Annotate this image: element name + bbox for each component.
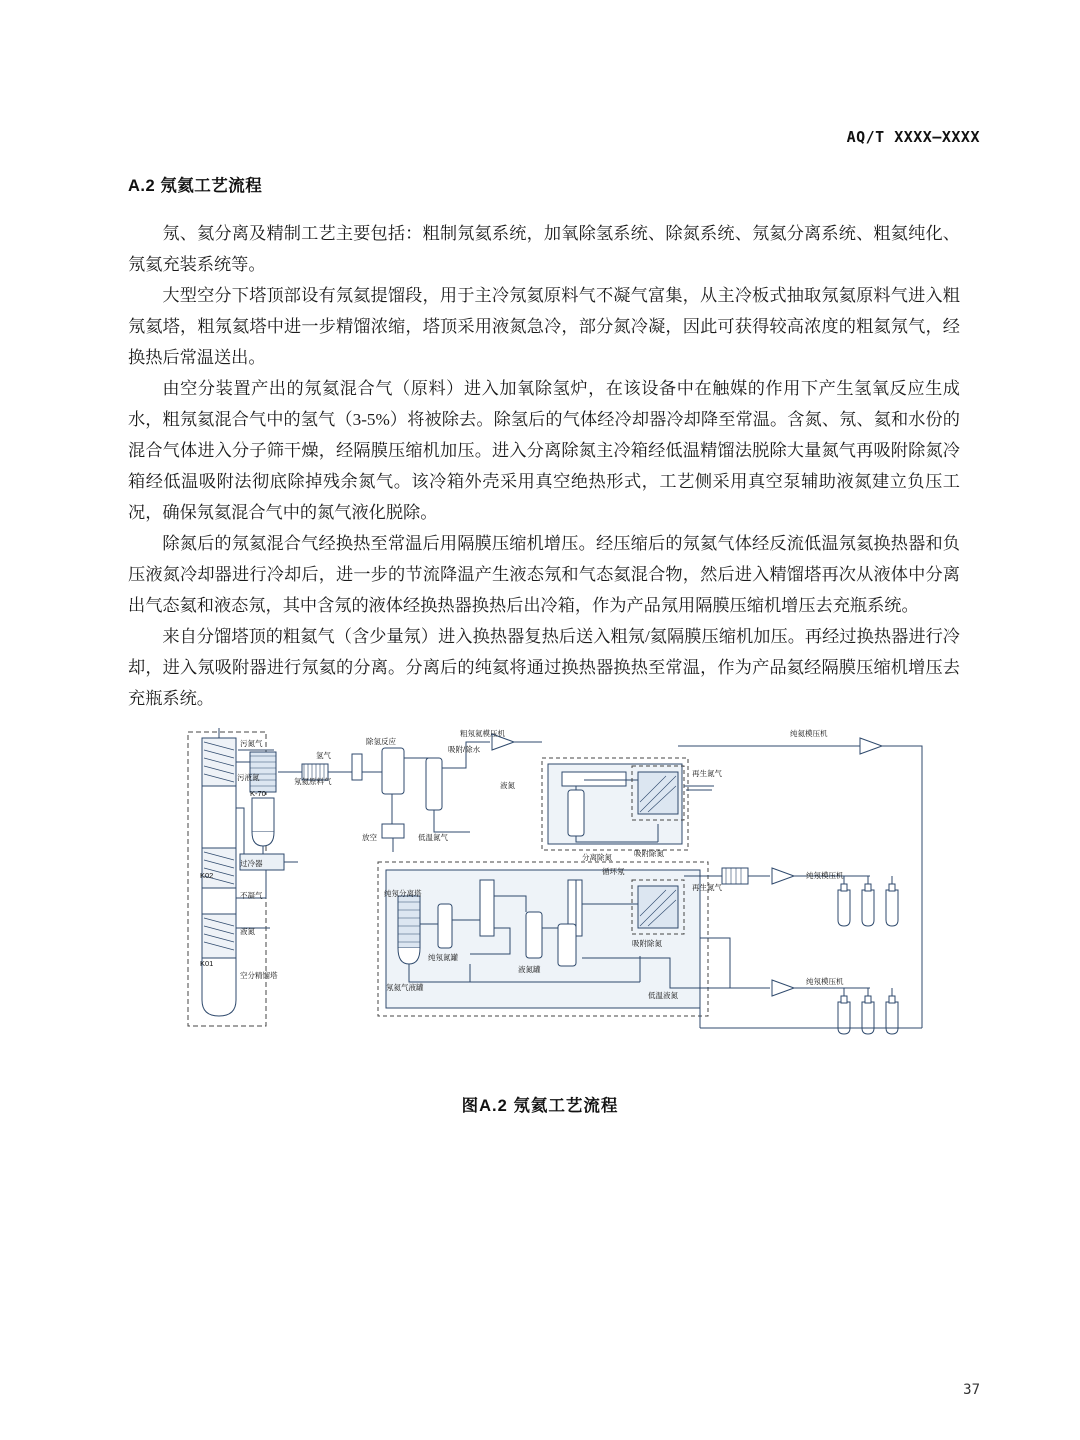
paragraph: 除氮后的氖氦混合气经换热至常温后用隔膜压缩机增压。经压缩后的氖氦气体经反流低温氖氦换热器和负压液氮冷却器进行冷却后，进一步的节流降温产生液态氖和气态氦混合物，然后进入精馏塔再次从液体中分离出气态氦和液态氖，其中含氖的液体经换热器换热后出冷箱，作为产品氖用隔膜压缩机增压去充瓶系统。 — [128, 534, 960, 615]
label-pure-neon-compressor-right: 纯氖模压机 — [806, 871, 844, 880]
label-pure-neon-separation-column: 纯氖分离塔 — [384, 889, 422, 898]
section-heading: A.2 氖氦工艺流程 — [128, 177, 263, 195]
label-low-temp-nitrogen-2: 低温液氮 — [648, 991, 678, 1000]
label-regen-nitrogen-1: 再生氮气 — [692, 769, 722, 778]
process-flow-diagram — [170, 728, 930, 1048]
paragraph: 由空分装置产出的氖氦混合气（原料）进入加氧除氢炉，在该设备中在触媒的作用下产生氢氧反应生成水，粗氖氦混合气中的氢气（3-5%）将被除去。除氢后的气体经冷却器冷却降至常温。含氮、氖、氦和水份的混合气体进入分子筛干燥，经隔膜压缩机加压。进入分离除氮主冷箱经低温精馏法脱除大量氮气再吸附除氮冷箱经低温吸附法彻底除掉残余氮气。该冷箱外壳采用真空绝热形式，工艺侧采用真空泵辅助液氮建立负压工况，确保氖氦混合气中的氮气液化脱除。 — [128, 379, 960, 522]
label-regen-nitrogen-2: 再生氮气 — [692, 883, 722, 892]
label-pure-neon-tank: 纯氖氮罐 — [428, 953, 458, 962]
label-adsorb-denitrogen-2: 吸附除氮 — [632, 939, 662, 948]
label-air-separation-column: 空分精馏塔 — [240, 971, 278, 980]
paragraph: 来自分馏塔顶的粗氦气（含少量氖）进入换热器复热后送入粗氖/氦隔膜压缩机加压。再经过换热器进行冷却，进入氖吸附器进行氖氦的分离。分离后的纯氦将通过换热器换热至常温，作为产品氦经隔膜压缩机增压去充瓶系统。 — [128, 627, 960, 708]
page-number: 37 — [963, 1382, 980, 1398]
label-pure-neon-compressor-bottom: 纯氖模压机 — [806, 977, 844, 986]
label-adsorb-denitrogen-1: 吸附除氮 — [634, 849, 664, 858]
label-adsorb-dewater: 吸附/除水 — [448, 745, 481, 754]
label-waste-nitrogen: 污氮气 — [240, 739, 263, 748]
label-k01: K01 — [200, 959, 214, 968]
label-k70: K-70 — [250, 789, 266, 798]
figure-caption: 图A.2 氖氦工艺流程 — [461, 1097, 619, 1115]
label-dirty-liquid-nitrogen: 污液氮 — [237, 773, 260, 782]
label-neon-helium-liquid-tank: 氖氦气液罐 — [386, 983, 424, 992]
label-feed-gas: 氖氦原料气 — [294, 777, 332, 786]
label-subcooler: 过冷器 — [240, 859, 263, 868]
standard-code-header: AQ/T XXXX—XXXX — [846, 128, 980, 146]
label-liquid-nitrogen-tank: 液氮罐 — [518, 965, 541, 974]
label-k02: K02 — [200, 871, 214, 880]
label-vent: 放空 — [362, 833, 377, 842]
label-crude-neon-compressor: 粗氖氦模压机 — [460, 729, 505, 738]
label-pure-helium-compressor-top: 纯氦模压机 — [790, 729, 828, 738]
label-separation-denitrogen: 分离除氮 — [582, 853, 612, 862]
label-liquid-nitrogen-2: 液氮 — [240, 927, 255, 936]
label-liquid-nitrogen-1: 液氮 — [500, 781, 515, 790]
label-low-temp-nitrogen: 低温氮气 — [418, 833, 448, 842]
paragraph: 氖、氦分离及精制工艺主要包括：粗制氖氦系统，加氧除氢系统、除氮系统、氖氦分离系统、粗氦纯化、氖氦充装系统等。 — [128, 224, 960, 274]
paragraph: 大型空分下塔顶部设有氖氦提馏段，用于主冷氖氦原料气不凝气富集，从主冷板式抽取氖氦原料气进入粗氖氦塔，粗氖氦塔中进一步精馏浓缩，塔顶采用液氮急冷，部分氮冷凝，因此可获得较高浓度的粗氦氖气，经换热后常温送出。 — [128, 286, 960, 367]
body-text-block — [128, 218, 960, 714]
label-circulating-neon: 循环氖 — [602, 867, 625, 876]
label-hydrogen: 氢气 — [316, 751, 331, 760]
label-dehydrogen-reaction: 除氢反应 — [366, 737, 396, 746]
label-noncondensable: 不凝气 — [240, 891, 263, 900]
